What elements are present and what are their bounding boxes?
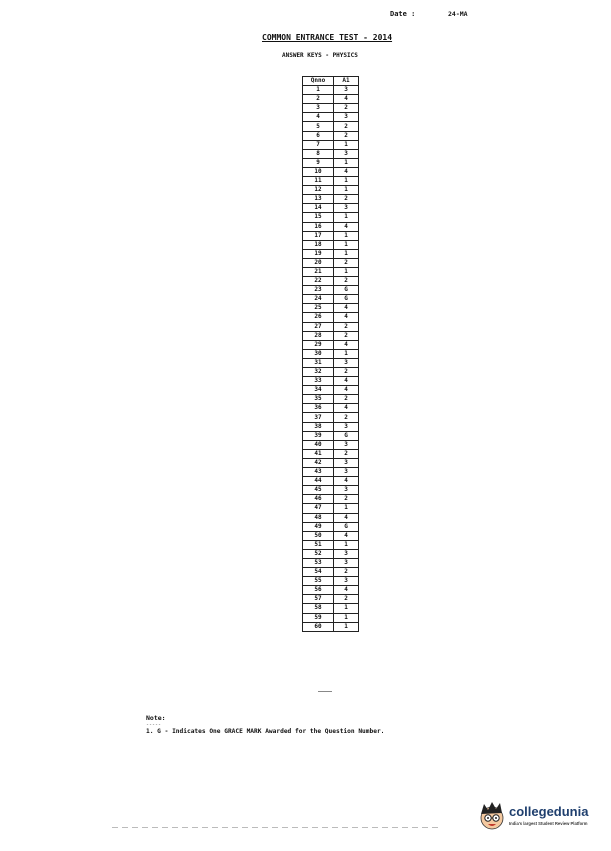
question-number-cell: 54 [303,568,334,577]
question-number-cell: 43 [303,468,334,477]
table-row [303,622,359,631]
answer-cell: 3 [334,149,359,158]
answer-cell: G [334,522,359,531]
table-row [303,177,359,186]
question-number-cell: 48 [303,513,334,522]
question-number-cell: 51 [303,540,334,549]
answer-cell: 3 [334,358,359,367]
answer-cell: 3 [334,440,359,449]
question-number-cell: 26 [303,313,334,322]
question-number-cell: 49 [303,522,334,531]
note-label: Note: [146,714,166,722]
table-row [303,468,359,477]
answer-cell: 1 [334,613,359,622]
table-row [303,149,359,158]
table-row [303,431,359,440]
note-text: 1. G - Indicates One GRACE MARK Awarded for the Question Number. [146,728,385,735]
question-number-cell: 14 [303,204,334,213]
answer-cell: 2 [334,413,359,422]
table-row [303,104,359,113]
table-row [303,368,359,377]
table-row [303,122,359,131]
question-number-cell: 22 [303,277,334,286]
scan-artifact-line [112,827,442,828]
question-number-cell: 35 [303,395,334,404]
answer-cell: 3 [334,204,359,213]
page-title [262,33,392,42]
answer-cell: 2 [334,277,359,286]
answer-cell: 4 [334,304,359,313]
table-row [303,322,359,331]
answer-cell: 2 [334,258,359,267]
answer-cell: 3 [334,549,359,558]
question-number-cell: 23 [303,286,334,295]
mascot-icon [481,802,503,829]
question-number-cell: 58 [303,604,334,613]
table-row [303,386,359,395]
table-row [303,440,359,449]
answer-cell: 4 [334,404,359,413]
question-number-cell: 45 [303,486,334,495]
page-title-text: COMMON ENTRANCE TEST - 2014 [262,33,393,42]
paper-code: 24-MA [448,10,468,18]
question-number-cell: 28 [303,331,334,340]
page-subtitle: ANSWER KEYS - PHYSICS [282,52,358,59]
table-row [303,86,359,95]
table-row [303,577,359,586]
table-row [303,113,359,122]
question-number-cell: 24 [303,295,334,304]
question-number-cell: 12 [303,186,334,195]
answer-cell: 2 [334,595,359,604]
table-row [303,295,359,304]
question-number-cell: 9 [303,158,334,167]
answer-cell: 4 [334,340,359,349]
table-header-row [303,77,359,86]
table-row [303,449,359,458]
answer-cell: 1 [334,540,359,549]
question-number-cell: 27 [303,322,334,331]
table-row [303,477,359,486]
table-row [303,595,359,604]
answer-cell: 4 [334,513,359,522]
question-number-cell: 60 [303,622,334,631]
answer-cell: 2 [334,122,359,131]
question-number-cell: 29 [303,340,334,349]
table-row [303,504,359,513]
question-number-cell: 4 [303,113,334,122]
table-row [303,158,359,167]
answer-cell: 3 [334,558,359,567]
table-row [303,95,359,104]
question-number-cell: 33 [303,377,334,386]
answer-cell: 1 [334,140,359,149]
answer-cell: 4 [334,477,359,486]
question-number-cell: 32 [303,368,334,377]
answer-cell: 1 [334,186,359,195]
table-row [303,395,359,404]
table-row [303,131,359,140]
table-row [303,377,359,386]
table-row [303,204,359,213]
table-row [303,231,359,240]
table-row [303,568,359,577]
question-number-cell: 57 [303,595,334,604]
question-number-cell: 40 [303,440,334,449]
answer-cell: 1 [334,267,359,276]
answer-cell: G [334,431,359,440]
question-number-cell: 3 [303,104,334,113]
answer-cell: 1 [334,240,359,249]
answer-cell: 3 [334,458,359,467]
answer-cell: 2 [334,368,359,377]
table-row [303,267,359,276]
question-number-cell: 36 [303,404,334,413]
question-number-cell: 55 [303,577,334,586]
question-number-cell: 30 [303,349,334,358]
table-row [303,558,359,567]
question-number-cell: 50 [303,531,334,540]
answer-cell: 1 [334,213,359,222]
answer-cell: 2 [334,104,359,113]
table-row [303,286,359,295]
question-number-cell: 2 [303,95,334,104]
question-number-cell: 19 [303,249,334,258]
question-number-cell: 44 [303,477,334,486]
table-row [303,140,359,149]
table-row [303,222,359,231]
table-row [303,422,359,431]
question-number-cell: 59 [303,613,334,622]
answer-cell: 3 [334,113,359,122]
answer-cell: 2 [334,131,359,140]
table-row [303,404,359,413]
question-number-cell: 25 [303,304,334,313]
answer-cell: 4 [334,586,359,595]
table-row [303,413,359,422]
question-number-cell: 6 [303,131,334,140]
table-row [303,358,359,367]
table-row [303,531,359,540]
answer-cell: 4 [334,313,359,322]
table-row [303,258,359,267]
answer-key-table [302,76,359,632]
date-label: Date : [390,10,416,18]
answer-cell: 3 [334,468,359,477]
answer-cell: G [334,286,359,295]
question-number-cell: 39 [303,431,334,440]
answer-cell: 2 [334,322,359,331]
table-row [303,331,359,340]
answer-cell: 4 [334,95,359,104]
question-number-cell: 18 [303,240,334,249]
question-number-cell: 16 [303,222,334,231]
question-number-cell: 53 [303,558,334,567]
table-row [303,167,359,176]
answer-cell: 1 [334,231,359,240]
table-row [303,313,359,322]
question-number-cell: 42 [303,458,334,467]
table-row [303,513,359,522]
answer-cell: 3 [334,86,359,95]
answer-key-rows [303,86,359,632]
table-row [303,186,359,195]
table-row [303,349,359,358]
answer-cell: 3 [334,422,359,431]
table-row [303,340,359,349]
question-number-cell: 34 [303,386,334,395]
answer-cell: 2 [334,395,359,404]
table-row [303,540,359,549]
answer-cell: 4 [334,377,359,386]
table-row [303,458,359,467]
question-number-cell: 11 [303,177,334,186]
answer-cell: G [334,295,359,304]
answer-cell: 1 [334,622,359,631]
question-number-cell: 52 [303,549,334,558]
table-end-mark [318,691,332,692]
answer-cell: 2 [334,568,359,577]
question-number-cell: 5 [303,122,334,131]
table-row [303,604,359,613]
question-number-cell: 10 [303,167,334,176]
question-number-cell: 31 [303,358,334,367]
answer-cell: 2 [334,449,359,458]
answer-cell: 3 [334,577,359,586]
brand-name: collegedunia [509,804,589,819]
answer-cell: 4 [334,167,359,176]
question-number-cell: 13 [303,195,334,204]
answer-cell: 4 [334,222,359,231]
question-number-cell: 15 [303,213,334,222]
table-row [303,613,359,622]
question-number-cell: 1 [303,86,334,95]
question-number-cell: 37 [303,413,334,422]
answer-cell: 3 [334,486,359,495]
question-number-cell: 56 [303,586,334,595]
answer-cell: 4 [334,531,359,540]
question-number-cell: 21 [303,267,334,276]
question-number-cell: 7 [303,140,334,149]
answer-cell: 1 [334,604,359,613]
answer-cell: 1 [334,349,359,358]
question-number-cell: 17 [303,231,334,240]
answer-cell: 4 [334,386,359,395]
question-number-cell: 41 [303,449,334,458]
answer-cell: 1 [334,158,359,167]
column-header-a1: A1 [334,77,359,86]
note-underline: ----- [146,722,162,728]
table-row [303,486,359,495]
answer-cell: 2 [334,495,359,504]
table-row [303,304,359,313]
table-row [303,549,359,558]
answer-cell: 2 [334,195,359,204]
table-row [303,586,359,595]
answer-cell: 1 [334,177,359,186]
column-header-qnno: Qnno [303,77,334,86]
answer-cell: 2 [334,331,359,340]
question-number-cell: 46 [303,495,334,504]
question-number-cell: 8 [303,149,334,158]
table-row [303,249,359,258]
question-number-cell: 38 [303,422,334,431]
answer-cell: 1 [334,249,359,258]
table-row [303,213,359,222]
table-row [303,495,359,504]
answer-cell: 1 [334,504,359,513]
table-row [303,240,359,249]
table-row [303,277,359,286]
table-row [303,195,359,204]
question-number-cell: 20 [303,258,334,267]
table-row [303,522,359,531]
brand-tagline: India's largest Student Review Platform [509,821,588,826]
question-number-cell: 47 [303,504,334,513]
